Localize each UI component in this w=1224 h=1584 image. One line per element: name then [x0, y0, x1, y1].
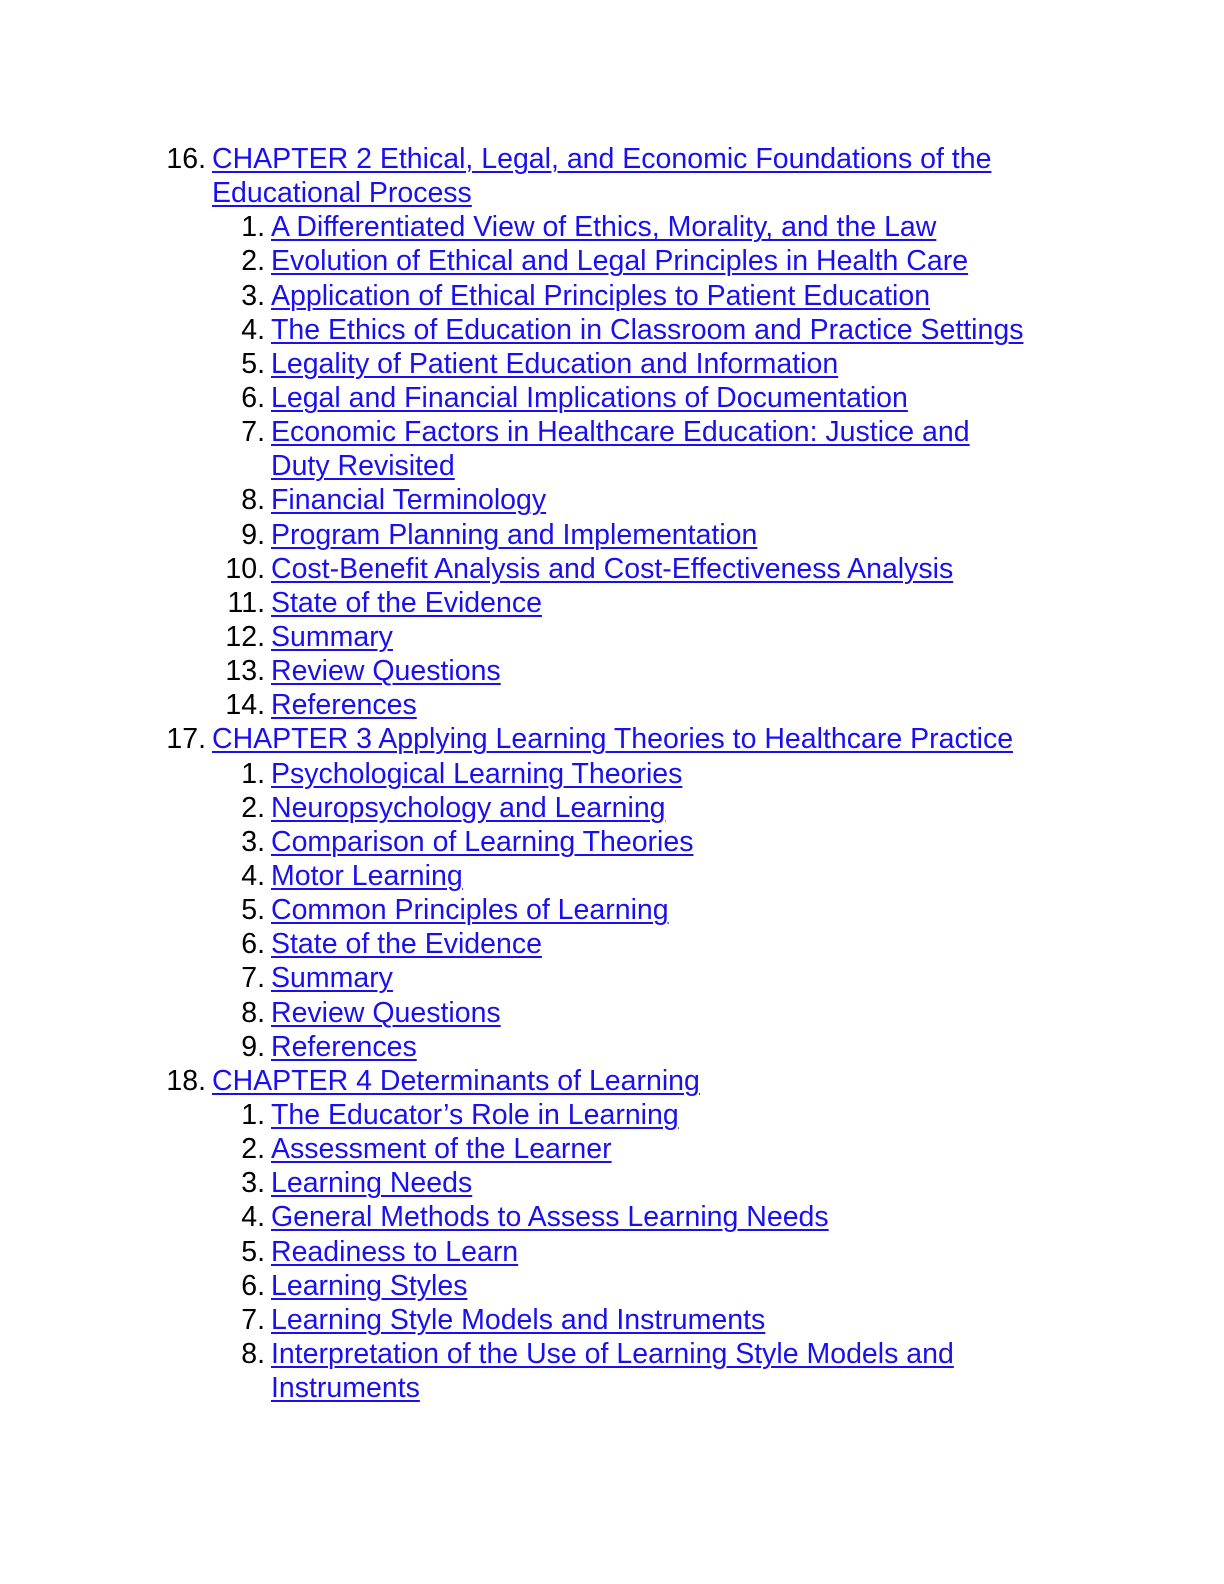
section-number: 2. [241, 791, 265, 824]
section-link[interactable]: Comparison of Learning Theories [271, 825, 694, 858]
section-number: 7. [241, 416, 265, 449]
section-number: 1. [241, 757, 265, 790]
section-number: 1. [241, 1098, 265, 1131]
section-link[interactable]: Learning Needs [271, 1167, 473, 1200]
section-link[interactable]: Economic Factors in Healthcare Education: Justice and [271, 416, 970, 449]
section-link[interactable]: Application of Ethical Principles to Patient Education [271, 279, 931, 312]
section-link[interactable]: Legal and Financial Implications of Documentation [271, 381, 908, 414]
section-entry [0, 961, 1224, 995]
section-link[interactable]: Review Questions [271, 996, 501, 1029]
section-number: 5. [241, 894, 265, 927]
section-link[interactable]: Duty Revisited [271, 450, 455, 483]
section-number: 6. [241, 1269, 265, 1302]
section-entry [0, 1303, 1224, 1337]
section-entry-continued [0, 1371, 1224, 1405]
section-number: 14. [225, 689, 265, 722]
section-entry [0, 996, 1224, 1030]
section-link[interactable]: The Educator’s Role in Learning [271, 1098, 679, 1131]
section-link[interactable]: Psychological Learning Theories [271, 757, 683, 790]
section-link[interactable]: State of the Evidence [271, 586, 542, 619]
section-entry [0, 825, 1224, 859]
section-link[interactable]: Learning Style Models and Instruments [271, 1303, 766, 1336]
table-of-contents [0, 142, 1224, 1405]
section-entry [0, 1269, 1224, 1303]
section-number: 1. [241, 211, 265, 244]
section-link[interactable]: Learning Styles [271, 1269, 468, 1302]
section-entry [0, 210, 1224, 244]
section-entry [0, 483, 1224, 517]
section-number: 4. [241, 313, 265, 346]
section-number: 8. [241, 484, 265, 517]
section-entry [0, 859, 1224, 893]
section-entry [0, 552, 1224, 586]
section-number: 2. [241, 245, 265, 278]
section-number: 6. [241, 928, 265, 961]
section-entry [0, 654, 1224, 688]
section-number: 6. [241, 381, 265, 414]
section-link[interactable]: Program Planning and Implementation [271, 518, 758, 551]
chapter-link[interactable]: Educational Process [212, 177, 472, 210]
section-entry [0, 1030, 1224, 1064]
section-entry [0, 244, 1224, 278]
section-link[interactable]: Review Questions [271, 655, 501, 688]
section-entry-continued [0, 449, 1224, 483]
section-entry [0, 347, 1224, 381]
section-entry [0, 381, 1224, 415]
section-link[interactable]: Readiness to Learn [271, 1235, 519, 1268]
section-entry [0, 1337, 1224, 1371]
section-entry [0, 620, 1224, 654]
section-entry [0, 313, 1224, 347]
section-link[interactable]: Financial Terminology [271, 484, 547, 517]
section-link[interactable]: Summary [271, 962, 393, 995]
section-number: 11. [227, 586, 265, 619]
section-number: 8. [241, 996, 265, 1029]
chapter-number: 16. [166, 143, 206, 175]
section-number: 10. [225, 552, 265, 585]
section-number: 7. [241, 1303, 265, 1336]
section-number: 13. [225, 655, 265, 688]
section-number: 3. [241, 825, 265, 858]
section-entry [0, 1098, 1224, 1132]
section-number: 8. [241, 1337, 265, 1370]
section-link[interactable]: Neuropsychology and Learning [271, 791, 666, 824]
section-entry [0, 415, 1224, 449]
section-number: 5. [241, 347, 265, 380]
section-entry [0, 1200, 1224, 1234]
chapter-link[interactable]: CHAPTER 3 Applying Learning Theories to Healthcare Practice [212, 723, 1014, 756]
section-number: 7. [241, 962, 265, 995]
section-link[interactable]: Legality of Patient Education and Information [271, 347, 839, 380]
section-link[interactable]: Summary [271, 620, 393, 653]
section-entry [0, 279, 1224, 313]
section-entry [0, 927, 1224, 961]
section-link[interactable]: Instruments [271, 1372, 420, 1405]
section-number: 4. [241, 859, 265, 892]
chapter-entry [0, 142, 1224, 176]
chapter-number: 17. [166, 723, 206, 756]
section-number: 9. [241, 1030, 265, 1063]
section-number: 4. [241, 1201, 265, 1234]
section-number: 5. [241, 1235, 265, 1268]
section-entry [0, 586, 1224, 620]
section-entry [0, 518, 1224, 552]
section-link[interactable]: The Ethics of Education in Classroom and Practice Settings [271, 313, 1024, 346]
section-number: 3. [241, 1167, 265, 1200]
section-link[interactable]: Assessment of the Learner [271, 1133, 612, 1166]
section-entry [0, 791, 1224, 825]
section-entry [0, 688, 1224, 722]
section-link[interactable]: Interpretation of the Use of Learning Style Models and [271, 1337, 954, 1370]
section-entry [0, 1235, 1224, 1269]
chapter-number: 18. [166, 1064, 206, 1097]
section-link[interactable]: Evolution of Ethical and Legal Principles in Health Care [271, 245, 969, 278]
section-link[interactable]: General Methods to Assess Learning Needs [271, 1201, 829, 1234]
section-entry [0, 1166, 1224, 1200]
section-number: 2. [241, 1133, 265, 1166]
section-link[interactable]: A Differentiated View of Ethics, Morality, and the Law [271, 211, 937, 244]
chapter-entry-continued [0, 176, 1224, 210]
section-entry [0, 893, 1224, 927]
section-link[interactable]: Common Principles of Learning [271, 894, 669, 927]
chapter-link[interactable]: CHAPTER 4 Determinants of Learning [212, 1064, 700, 1097]
section-link[interactable]: References [271, 1030, 417, 1063]
section-number: 12. [225, 620, 265, 653]
section-entry [0, 1132, 1224, 1166]
section-number: 9. [241, 518, 265, 551]
chapter-link[interactable]: CHAPTER 2 Ethical, Legal, and Economic Foundations of the [212, 143, 992, 175]
chapter-entry [0, 1064, 1224, 1098]
chapter-entry [0, 722, 1224, 756]
section-link[interactable]: Motor Learning [271, 859, 463, 892]
section-link[interactable]: Cost-Benefit Analysis and Cost-Effectiveness Analysis [271, 552, 954, 585]
section-number: 3. [241, 279, 265, 312]
section-link[interactable]: State of the Evidence [271, 928, 542, 961]
section-link[interactable]: References [271, 689, 417, 722]
section-entry [0, 757, 1224, 791]
